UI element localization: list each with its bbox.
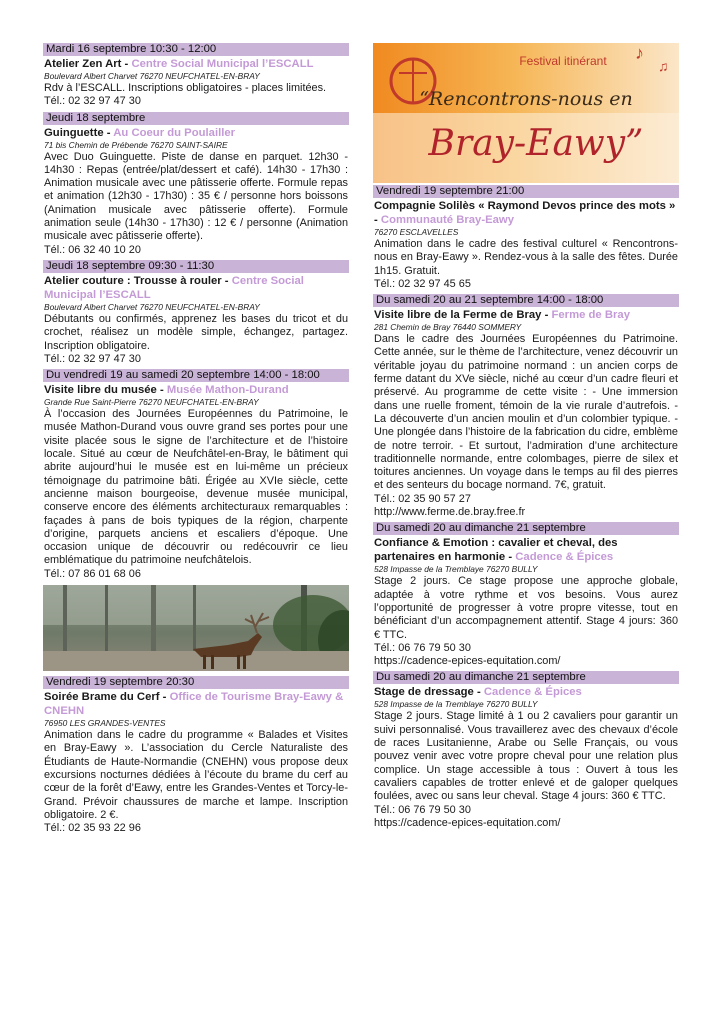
event-description: Rdv à l’ESCALL. Inscriptions obligatoires - places limitées. bbox=[44, 82, 327, 94]
event-website-link[interactable]: https://cadence-epices-equitation.com/ bbox=[374, 816, 561, 829]
event-title-text: Soirée Brame du Cerf - bbox=[44, 691, 167, 704]
event-organizer: Musée Mathon-Durand bbox=[166, 384, 289, 397]
event-phone: Tél.: 06 32 40 10 20 bbox=[44, 243, 141, 256]
left-column bbox=[43, 43, 349, 838]
event-atelier-couture bbox=[43, 260, 349, 366]
event-address: Grande Rue Saint-Pierre 76270 NEUFCHATEL-EN-BRAY bbox=[44, 397, 259, 408]
event-organizer: Centre Social Municipal l’ESCALL bbox=[44, 274, 304, 301]
svg-text:♪: ♪ bbox=[635, 43, 644, 63]
event-title-text: Atelier Zen Art - bbox=[44, 58, 129, 70]
event-phone: Tél.: 06 76 79 50 30 bbox=[374, 641, 471, 654]
event-address: 528 Impasse de la Tremblaye 76270 BULLY bbox=[374, 699, 538, 710]
event-date-bar: Du samedi 20 au dimanche 21 septembre bbox=[373, 522, 679, 535]
banner-line1: “Rencontrons-nous en bbox=[419, 88, 633, 110]
event-website-link[interactable]: http://www.ferme.de.bray.free.fr bbox=[374, 506, 526, 519]
event-title bbox=[373, 308, 679, 322]
right-column bbox=[373, 43, 679, 833]
event-date-bar: Vendredi 19 septembre 21:00 bbox=[373, 185, 679, 198]
svg-text:♫: ♫ bbox=[658, 58, 669, 74]
event-title-text: Visite libre du musée - bbox=[44, 384, 164, 397]
event-date-bar: Du samedi 20 au dimanche 21 septembre bbox=[373, 671, 679, 684]
event-date-bar: Jeudi 18 septembre 09:30 - 11:30 bbox=[43, 260, 349, 273]
event-date-bar: Du vendredi 19 au samedi 20 septembre 14:00 - 18:00 bbox=[43, 369, 349, 382]
event-address: 528 Impasse de la Tremblaye 76270 BULLY bbox=[374, 564, 538, 575]
banner-line2: Bray-Eawy” bbox=[428, 123, 644, 164]
event-guinguette bbox=[43, 112, 349, 257]
event-description: Débutants ou confirmés, apprenez les bases du tricot et du crochet, réalisez un modèle simple, échangez, partagez. Inscription obligatoire. bbox=[44, 312, 348, 352]
event-phone: Tél.: 02 32 97 47 30 bbox=[44, 352, 141, 365]
event-phone: Tél.: 02 35 93 22 96 bbox=[44, 822, 141, 835]
event-compagnie-soliles bbox=[373, 185, 679, 291]
event-title bbox=[43, 690, 349, 718]
event-title bbox=[43, 57, 349, 71]
event-date-bar: Mardi 16 septembre 10:30 - 12:00 bbox=[43, 43, 349, 56]
event-address: 281 Chemin de Bray 76440 SOMMERY bbox=[374, 322, 522, 333]
event-description: Stage 2 jours. Ce stage propose une approche globale, adaptée à votre rythme et vos besoins. Vous aurez l’opportunité de progresser à votre propre vitesse, tout en bénéficiant d’un accompagnement attentif. Stage 4 jours: 360 € TTC. bbox=[374, 575, 678, 641]
event-description: À l’occasion des Journées Européennes du Patrimoine, le musée Mathon-Durand vous ouvre grand ses portes pour une visite placée sous le signe de l’architecture et de l’histoire locale. Situé au cœur de Neufchâtel-en-Bray, le bâtiment qui abrite aujourd’hui le musée est en lui-même un précieux témoignage du patrimoine bâti. Érigée au XVIe siècle, cette ancienne maison bourgeoise, devenue musée municipal, conserve encore des éléments architecturaux remarquables : façades à pans de bois typiques de la région, charpente d’origine, parquets anciens et escaliers d’époque. Une occasion unique de découvrir ou redécouvrir ce lieu emblématique du patrimoine neufchâtelois. bbox=[44, 408, 348, 567]
event-date-bar: Vendredi 19 septembre 20:30 bbox=[43, 676, 349, 689]
event-brame-du-cerf bbox=[43, 676, 349, 835]
festival-banner bbox=[373, 43, 679, 183]
event-title bbox=[373, 685, 679, 699]
event-title bbox=[43, 126, 349, 140]
event-stage-dressage bbox=[373, 671, 679, 830]
event-address: 76950 LES GRANDES-VENTES bbox=[44, 718, 166, 729]
event-organizer: Cadence & Épices bbox=[515, 551, 614, 564]
event-visite-musee bbox=[43, 369, 349, 581]
event-phone: Tél.: 02 32 97 45 65 bbox=[374, 277, 471, 290]
event-description: Animation dans le cadre du programme « Balades et Visites en Bray-Eawy ». L’association du Cercle Naturaliste des Étudiants de Haute-Normandie (CNEHN) vous propose deux excursions nocturnes dédiées à l’écoute du brame du cerf au cœur de la forêt d’Eawy, entre les Grandes-Ventes et Torcy-le-Grand. Prévoir chaussures de marche et lampe. Inscription obligatoire. 2 €. bbox=[44, 729, 348, 821]
event-description: Dans le cadre des Journées Européennes du Patrimoine. Cette année, sur le thème de l’architecture, venez découvrir un véritable joyau du patrimoine normand : un ancien corps de ferme datant du XVe siècle, niché au cœur d’un cadre fleuri et préservé. Au programme de cette visite : - Une immersion dans une ruelle froment, témoin de la vie rurale d’autrefois. - La découverte d’un ancien moulin et d’un colombier typique. - Une plongée dans l’histoire de la fabrication du cidre, emblème de notre terroir. - Et surtout, l’admiration d’une architecture traditionnelle normande, entre colombages, pierre de silex et toitures anciennes. Un voyage dans le temps au fil des pierres et des senteurs du bocage normand. 7€, gratuit. bbox=[374, 333, 678, 492]
event-organizer: Ferme de Bray bbox=[551, 309, 630, 322]
event-organizer: Office de Tourisme Bray-Eawy & CNEHN bbox=[44, 691, 344, 718]
event-address: 76270 ESCLAVELLES bbox=[374, 227, 459, 237]
event-organizer: Cadence & Épices bbox=[483, 686, 582, 699]
event-ferme-de-bray bbox=[373, 294, 679, 519]
event-title-text: Visite libre de la Ferme de Bray - bbox=[374, 309, 549, 322]
event-organizer: Communauté Bray-Eawy bbox=[380, 214, 514, 226]
event-description: Animation dans le cadre des festival culturel « Rencontrons-nous en Bray-Eawy ». Rendez-vous à la salle des fêtes. Durée 1h15. Gratuit. bbox=[374, 238, 678, 277]
event-title-text: Confiance & Emotion : cavalier et cheval, des partenaires en harmonie - bbox=[374, 537, 618, 564]
event-title bbox=[43, 383, 349, 397]
event-phone: Tél.: 02 35 90 57 27 bbox=[374, 492, 471, 505]
event-title-text: Stage de dressage - bbox=[374, 686, 481, 699]
event-phone: Tél.: 02 32 97 47 30 bbox=[44, 95, 141, 108]
event-atelier-zen-art bbox=[43, 43, 349, 109]
event-date-bar: Du samedi 20 au 21 septembre 14:00 - 18:00 bbox=[373, 294, 679, 307]
event-address: Boulevard Albert Charvet 76270 NEUFCHATEL-EN-BRAY bbox=[44, 71, 260, 81]
event-organizer: Au Coeur du Poulailler bbox=[113, 126, 236, 139]
event-title-text: Guinguette - bbox=[44, 126, 111, 139]
event-address: 71 bis Chemin de Prébende 76270 SAINT-SAIRE bbox=[44, 139, 228, 150]
event-phone: Tél.: 06 76 79 50 30 bbox=[374, 803, 471, 816]
event-title-text: Compagnie Solilès « Raymond Devos prince des mots » - bbox=[374, 200, 676, 226]
event-address: Boulevard Albert Charvet 76270 NEUFCHATEL-EN-BRAY bbox=[44, 301, 260, 312]
event-title bbox=[373, 536, 679, 564]
event-organizer: Centre Social Municipal l’ESCALL bbox=[131, 58, 314, 70]
event-website-link[interactable]: https://cadence-epices-equitation.com/ bbox=[374, 655, 561, 668]
event-date-bar: Jeudi 18 septembre bbox=[43, 112, 349, 125]
event-phone: Tél.: 07 86 01 68 06 bbox=[44, 567, 141, 580]
deer-photo bbox=[43, 585, 349, 671]
event-description: Avec Duo Guinguette. Piste de danse en parquet. 12h30 - 14h30 : Repas (entrée/plat/dessert et café). 14h30 - 17h30 : Animation musicale avec une pâtisserie offerte. Formule repas et animation (12h30 - 17h30) : 35 € / personne hors boissons (Animation musicale avec pâtisserie offerte). Formule animation seule (14h30 - 17h30) : 12 € / personne (Animation musicale avec pâtisserie offerte). bbox=[44, 150, 348, 243]
event-title bbox=[373, 199, 679, 227]
event-confiance-emotion bbox=[373, 522, 679, 668]
event-title bbox=[43, 274, 349, 302]
banner-kicker: Festival itinérant bbox=[519, 54, 607, 68]
event-description: Stage 2 jours. Stage limité à 1 ou 2 cavaliers pour garantir un suivi personnalisé. Vous travaillerez avec des chevaux d’école de races Lusitanienne, Arabe ou Selle Français, ou vous pouvez venir avec votre propre cheval pour une relation plus complice. Un stage accessible à tous : Ouvert à tous les cavaliers capables de trotter enlevé et de galoper quelques foulées, avec ou sans leur cheval. Stage 4 jours: 360 € TTC. bbox=[374, 710, 678, 803]
event-title-text: Atelier couture : Trousse à rouler - bbox=[44, 274, 229, 287]
